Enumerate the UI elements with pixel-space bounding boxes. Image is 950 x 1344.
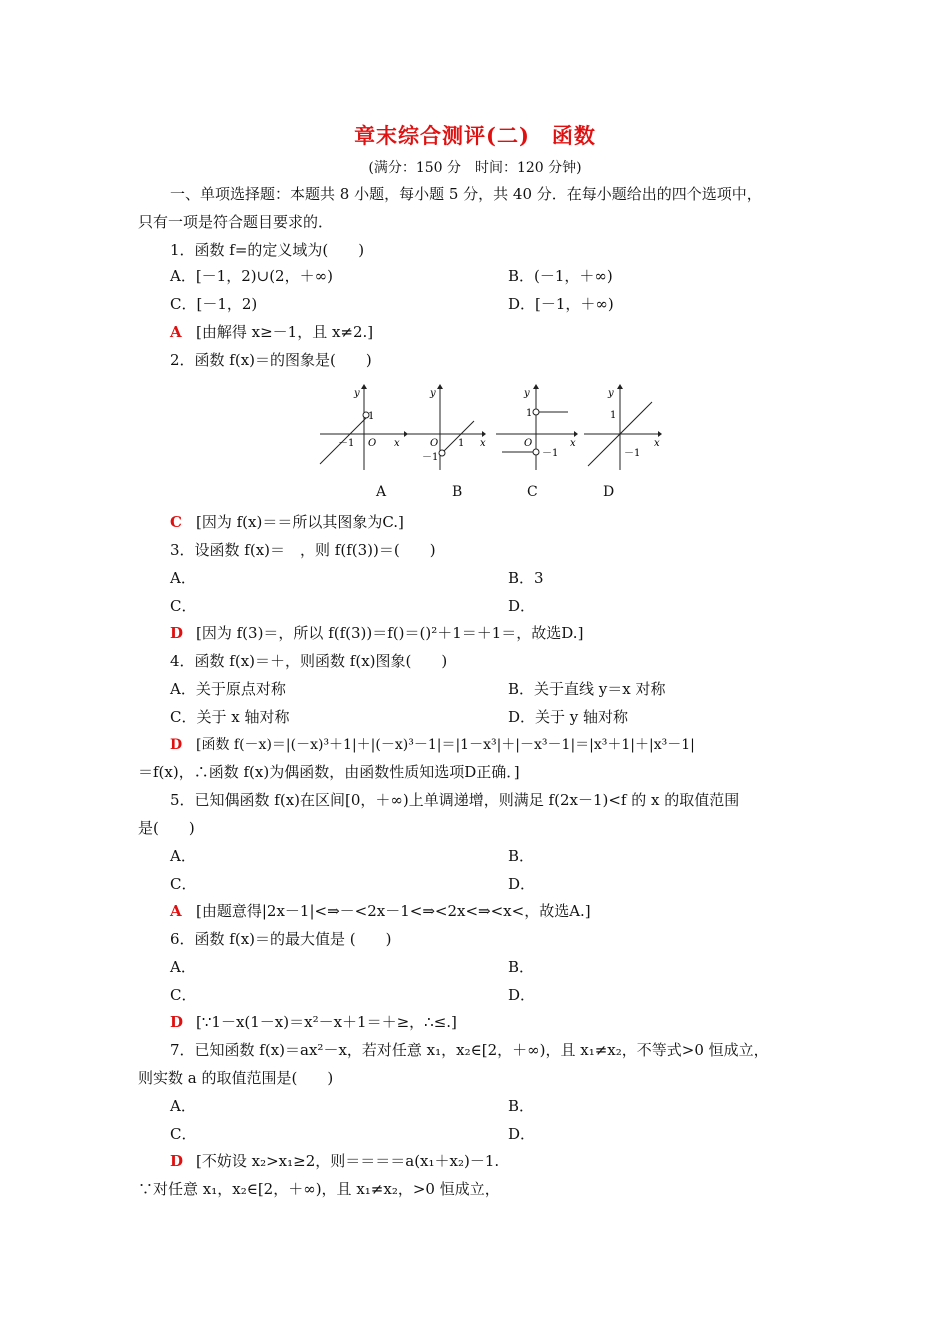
- q7-option-a: A．: [170, 1097, 196, 1115]
- q2-stem: 2．函数 f(x)＝的图象是( ): [170, 351, 372, 369]
- q5-option-c: C．: [170, 875, 197, 893]
- graph-c-neg1: －1: [542, 448, 559, 459]
- q4-option-b: B．关于直线 y＝x 对称: [508, 680, 666, 698]
- q2-caption-d: D: [603, 484, 615, 500]
- q1-option-b: B．(－1，＋∞): [508, 267, 613, 285]
- q7-option-d: D．: [508, 1125, 536, 1143]
- q5-explanation: [由题意得|2x－1|<⇒－<2x－1<⇒<2x<⇒<x<，故选A.]: [196, 902, 591, 920]
- q2-caption-a: A: [376, 484, 387, 500]
- q3-option-a: A．: [170, 569, 196, 587]
- graph-a-y-label: y: [354, 388, 360, 399]
- q1-stem: 1．函数 f=的定义域为( ): [170, 241, 365, 259]
- q2-caption-b: B: [452, 484, 463, 500]
- graph-a-origin: O: [368, 438, 377, 449]
- graph-d-y-label: y: [608, 388, 614, 399]
- q6-option-b: B．: [508, 958, 535, 976]
- q5-answer-line: [170, 901, 591, 921]
- q6-explanation: [∵1－x(1－x)＝x²－x＋1＝＋≥，∴≤.]: [196, 1013, 457, 1031]
- graph-d-x-label: x: [654, 438, 660, 449]
- q1-option-c: C．[－1，2): [170, 295, 258, 313]
- q2-graph-a: [318, 382, 408, 472]
- graph-b-x-label: x: [480, 438, 486, 449]
- q6-option-a: A．: [170, 958, 196, 976]
- graph-a-neg1: －1: [338, 438, 355, 449]
- q1-explanation: [由解得 x≥－1，且 x≠2.]: [196, 323, 374, 341]
- graph-a-one: 1: [368, 411, 375, 422]
- q7-answer: D: [170, 1152, 184, 1170]
- q5-option-b: B．: [508, 847, 535, 865]
- q2-graph-d: [582, 382, 666, 472]
- q3-explanation: [因为 f(3)＝，所以 f(f(3))＝f()＝()²＋1＝＋1＝，故选D.]: [196, 624, 584, 642]
- q2-explanation: [因为 f(x)＝＝所以其图象为C.]: [196, 513, 404, 531]
- q4-stem: 4．函数 f(x)＝＋，则函数 f(x)图象( ): [170, 652, 448, 670]
- q6-answer-line: [170, 1012, 457, 1032]
- q4-option-c: C．关于 x 轴对称: [170, 708, 290, 726]
- q3-answer-line: [170, 623, 583, 643]
- q4-explanation: [函数 f(－x)＝|(－x)³＋1|＋|(－x)³－1|＝|1－x³|＋|－x³－1|＝|x³＋1|＋|x³－1|: [196, 737, 695, 753]
- q6-option-d: D．: [508, 986, 536, 1004]
- graph-d-neg1: －1: [624, 448, 641, 459]
- q7-option-b: B．: [508, 1097, 535, 1115]
- q4-option-a: A．关于原点对称: [170, 680, 286, 698]
- q2-graph-b: [404, 382, 494, 472]
- graph-c-origin: O: [524, 438, 533, 449]
- q1-answer-line: [170, 322, 373, 342]
- q1-answer: A: [170, 323, 182, 341]
- q1-option-a: A．[－1，2)∪(2，＋∞): [170, 267, 333, 285]
- q2-answer-line: [170, 512, 404, 532]
- section-heading: 一、单项选择题：本题共 8 小题，每小题 5 分，共 40 分．在每小题给出的四个选项中，: [170, 185, 762, 203]
- graph-c-x-label: x: [570, 438, 576, 449]
- q3-option-b: B．3: [508, 569, 544, 587]
- graph-b-y-label: y: [430, 388, 436, 399]
- q2-caption-c: C: [527, 484, 538, 500]
- q3-option-d: D．: [508, 597, 536, 615]
- q7-explanation: [不妨设 x₂>x₁≥2，则＝＝＝＝a(x₁＋x₂)－1.: [196, 1152, 500, 1170]
- q6-option-c: C．: [170, 986, 197, 1004]
- graph-a-x-label: x: [394, 438, 400, 449]
- q3-answer: D: [170, 624, 184, 642]
- q5-stem-cont: 是( ): [138, 819, 195, 837]
- q4-explanation-cont: ＝f(x)，∴函数 f(x)为偶函数，由函数性质知选项D正确．]: [138, 763, 520, 781]
- graph-d-one: 1: [610, 410, 617, 421]
- q3-stem: 3．设函数 f(x)＝ ，则 f(f(3))＝( ): [170, 541, 436, 559]
- q7-option-c: C．: [170, 1125, 197, 1143]
- graph-b-neg1: －1: [422, 452, 439, 463]
- q2-graph-c: [494, 382, 584, 472]
- graph-b-origin: O: [430, 438, 439, 449]
- q7-answer-line: [170, 1151, 499, 1171]
- q5-option-a: A．: [170, 847, 196, 865]
- graph-c-y-label: y: [524, 388, 530, 399]
- q4-answer-line: [170, 735, 695, 755]
- q4-option-d: D．关于 y 轴对称: [508, 708, 629, 726]
- section-heading-cont: 只有一项是符合题目要求的．: [138, 213, 334, 231]
- q7-stem-cont: 则实数 a 的取值范围是( ): [138, 1069, 334, 1087]
- q1-option-d: D．[－1，＋∞): [508, 295, 614, 313]
- q4-answer: D: [170, 737, 183, 753]
- graph-c-one: 1: [526, 408, 533, 419]
- q6-stem: 6．函数 f(x)＝的最大值是 ( ): [170, 930, 392, 948]
- q3-option-c: C．: [170, 597, 197, 615]
- q2-answer: C: [170, 513, 182, 531]
- page-title: 章末综合测评(二) 函数: [354, 123, 596, 148]
- q7-stem: 7．已知函数 f(x)＝ax²－x，若对任意 x₁，x₂∈[2，＋∞)，且 x₁≠x₂，不等式>0 恒成立，: [170, 1041, 769, 1059]
- q7-explanation-cont: ∵对任意 x₁，x₂∈[2，＋∞)，且 x₁≠x₂，>0 恒成立，: [138, 1180, 500, 1198]
- q5-option-d: D．: [508, 875, 536, 893]
- page-subtitle: (满分：150 分 时间：120 分钟): [368, 160, 582, 176]
- q6-answer: D: [170, 1013, 184, 1031]
- q5-answer: A: [170, 902, 182, 920]
- graph-b-one: 1: [458, 438, 465, 449]
- q5-stem: 5．已知偶函数 f(x)在区间[0，＋∞)上单调递增，则满足 f(2x－1)<f 的 x 的取值范围: [170, 791, 740, 809]
